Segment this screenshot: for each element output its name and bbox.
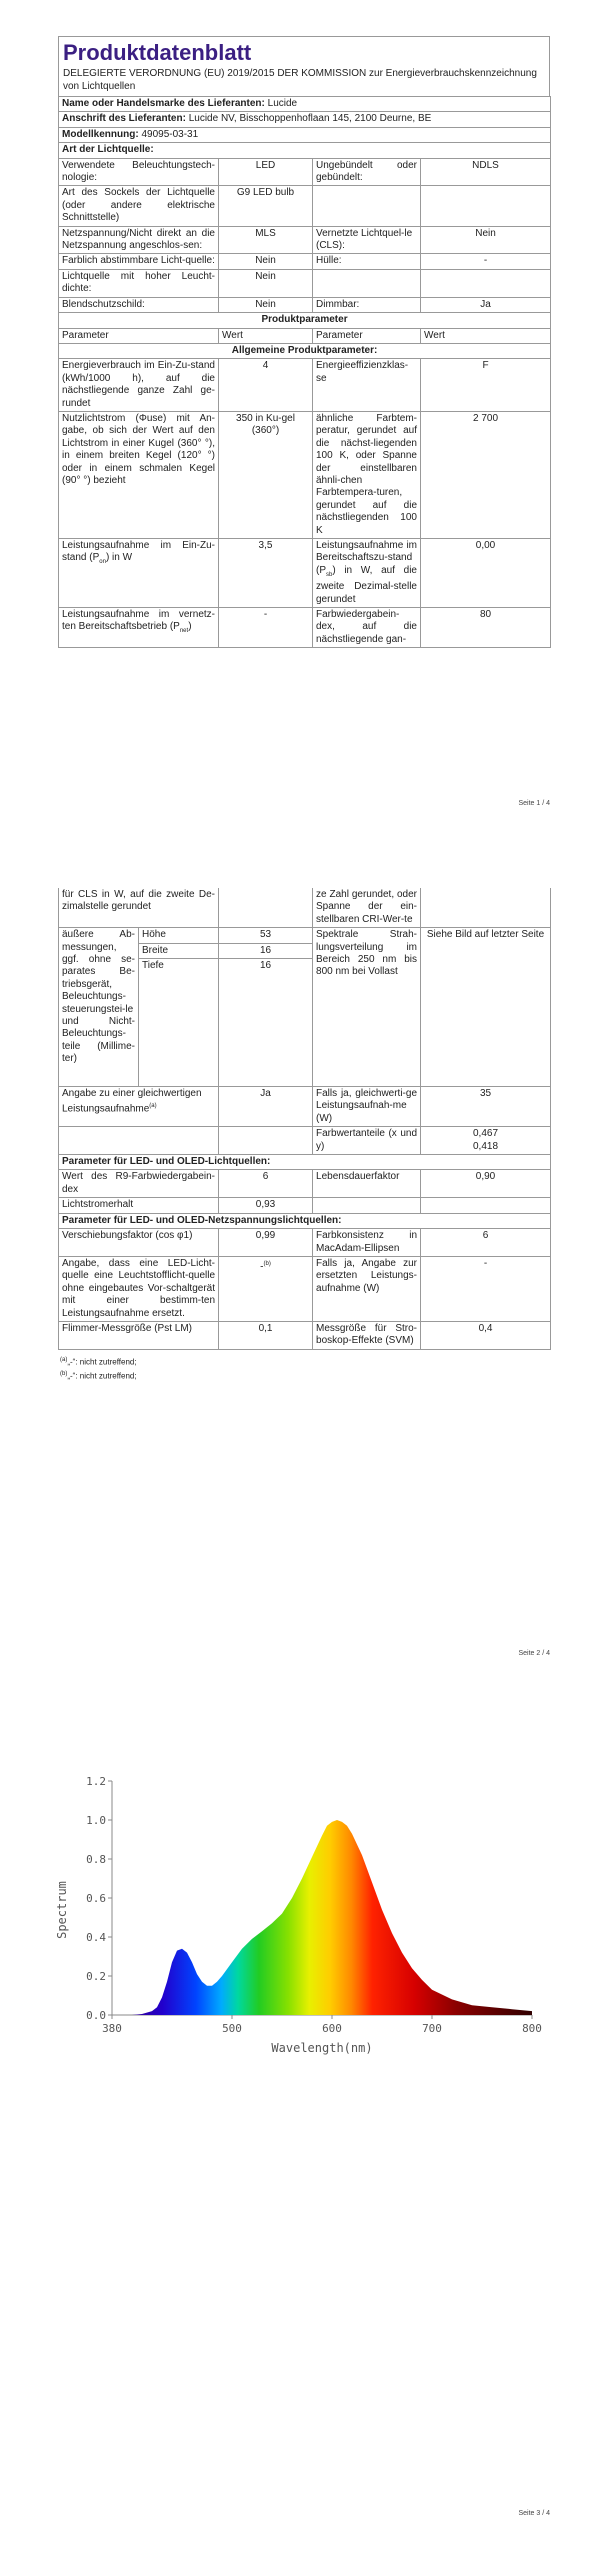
cell-value: 0,90 (421, 1170, 551, 1198)
cell-label: Ungebündelt oder gebündelt: (313, 158, 421, 186)
width-value: 16 (219, 943, 313, 958)
cell-label: Nutzlichtstrom (Φuse) mit An-gabe, ob sich der Wert auf den Lichtstrom in einer Kugel (360° °), in einem breiten Kegel (120° °) oder in einem schmalen Kegel (90° °) bezieht (59, 411, 219, 538)
cell-value: Nein (219, 297, 313, 312)
type-header-row (59, 143, 551, 158)
cell-value: Nein (219, 269, 313, 297)
type-row (59, 269, 551, 297)
label-text: Leistungsaufnahme im Ein-Zu-stand (P (62, 540, 215, 564)
cell-label: ähnliche Farbtem-peratur, gerundet auf die nächst-liegenden 100 K, oder Spanne der einstellbaren ähnli-chen Farbtempera-turen, gerundet auf die nächstliegenden 100 K (313, 411, 421, 538)
footnote-marker: (b) (60, 1371, 68, 1378)
value-text: - (260, 1261, 264, 1273)
cell-label: Energieverbrauch im Ein-Zu-stand (kWh/1000 h), auf die nächstliegende ganze Zahl ge-rundet (59, 359, 219, 412)
depth-label: Tiefe (139, 959, 219, 1087)
height-label: Höhe (139, 928, 219, 943)
cell-value: - (219, 608, 313, 648)
page-3 (0, 1680, 604, 2560)
x-tick-label: 700 (422, 2022, 442, 2035)
cell-label: Farbkonsistenz in MacAdam-Ellipsen (313, 1229, 421, 1257)
cell-value: F (421, 359, 551, 412)
cell-label: Netzspannung/Nicht direkt an die Netzspannung angeschlos-sen: (59, 226, 219, 254)
cell-value: 4 (219, 359, 313, 412)
label-text: Leistungsaufnahme im Bereitschaftszu-stand (P (316, 540, 417, 576)
page-number: Seite 1 / 4 (518, 800, 550, 807)
cell-value (421, 186, 551, 226)
cell-label: für CLS in W, auf die zweite De-zimalstelle gerundet (59, 888, 219, 928)
area-layer (112, 1820, 532, 2015)
x-axis-label: Wavelength(nm) (271, 2041, 373, 2055)
cell-label: Hülle: (313, 254, 421, 269)
spectrum-chart (0, 1760, 604, 2060)
cell-value: - (421, 1256, 551, 1321)
type-row (59, 158, 551, 186)
cell-label (313, 186, 421, 226)
column-header: Wert (219, 328, 313, 343)
y-tick-label: 1.0 (86, 1814, 106, 1827)
model-row (59, 127, 551, 142)
chromaticity-x: 0,467 (473, 1128, 499, 1140)
label-text: ) (188, 621, 192, 633)
y-tick-label: 0.0 (86, 2009, 106, 2022)
cell-label: Energieeffizienzklas-se (313, 359, 421, 412)
param-row (59, 1127, 551, 1155)
page-2 (0, 820, 604, 1680)
cell-value (421, 1198, 551, 1213)
param-row (59, 1229, 551, 1257)
params-section-row (59, 313, 551, 328)
cell-value: 350 in Ku-gel (360°) (219, 411, 313, 538)
datasheet-page-1 (58, 36, 550, 648)
cell-label: Dimmbar: (313, 297, 421, 312)
cell-value: 35 (421, 1087, 551, 1127)
cell-label: Messgröße für Stro-boskop-Effekte (SVM) (313, 1321, 421, 1349)
cell-label (59, 1087, 219, 1127)
cell-value (219, 1256, 313, 1321)
param-row (59, 539, 551, 608)
cell-value: 2 700 (421, 411, 551, 538)
param-row (59, 1170, 551, 1198)
cell-value: Nein (219, 254, 313, 269)
cell-value: Nein (421, 226, 551, 254)
label-text: ) in W (105, 552, 133, 564)
footnote-a (58, 1354, 550, 1369)
cell-label: Blendschutzschild: (59, 297, 219, 312)
page-number: Seite 2 / 4 (518, 1650, 550, 1657)
cell-label (59, 1127, 219, 1155)
column-header: Parameter (59, 328, 219, 343)
cell-label: ze Zahl gerundet, oder Spanne der ein-stellbaren CRI-Wer-te (313, 888, 421, 928)
cell-value: MLS (219, 226, 313, 254)
cell-label: Verwendete Beleuchtungstech-nologie: (59, 158, 219, 186)
x-tick-label: 800 (522, 2022, 542, 2035)
cell-label: Wert des R9-Farbwiedergabein-dex (59, 1170, 219, 1198)
cell-label (313, 269, 421, 297)
cell-value: G9 LED bulb (219, 186, 313, 226)
supplier-name-label: Name oder Handelsmarke des Lieferanten: (62, 98, 265, 109)
spectrum-area (112, 1820, 532, 2015)
model-id: 49095-03-31 (141, 128, 199, 140)
x-tick-label: 600 (322, 2022, 342, 2035)
type-row (59, 297, 551, 312)
general-section-row (59, 343, 551, 358)
cell-value: 80 (421, 608, 551, 648)
column-header: Parameter (313, 328, 421, 343)
type-label: Art der Lichtquelle: (59, 143, 551, 158)
depth-value: 16 (219, 959, 313, 1087)
cell-label: Farbwertanteile (x und y) (313, 1127, 421, 1155)
cell-label (59, 539, 219, 608)
spectrum-value: Siehe Bild auf letzter Seite (421, 928, 551, 1087)
cell-label: Falls ja, Angabe zur ersetzten Leistungs-aufnahme (W) (313, 1256, 421, 1321)
y-tick-label: 0.8 (86, 1853, 106, 1866)
params-header-row (59, 328, 551, 343)
param-row (59, 1198, 551, 1213)
cell-label (313, 539, 421, 608)
section-title: Produktparameter (59, 313, 551, 328)
column-header: Wert (421, 328, 551, 343)
cell-value (421, 1127, 551, 1155)
chromaticity-y: 0,418 (473, 1140, 499, 1152)
cell-label: Farblich abstimmbare Licht-quelle: (59, 254, 219, 269)
dimensions-label: äußere Ab-messungen, ggf. ohne se-parates Be-triebsgerät, Beleuchtungs-steuerungstei-le und Nicht-Beleuchtungs-teile (Millime-ter) (59, 928, 139, 1087)
datasheet-page-2 (58, 888, 550, 1383)
y-tick-label: 1.2 (86, 1775, 106, 1788)
label-text: Angabe zu einer gleichwertigen Leistungsaufnahme (62, 1088, 202, 1115)
page-number: Seite 3 / 4 (518, 2510, 550, 2517)
footnote-ref: (b) (263, 1260, 271, 1267)
mains-section-row (59, 1213, 551, 1228)
cell-label: Lichtstromerhalt (59, 1198, 219, 1213)
x-tick-label: 500 (222, 2022, 242, 2035)
height-value: 53 (219, 928, 313, 943)
cell-value: 3,5 (219, 539, 313, 608)
cell-label: Lichtquelle mit hoher Leucht-dichte: (59, 269, 219, 297)
footnote-text: „-“: nicht zutreffend; (67, 1372, 137, 1382)
cell-value: LED (219, 158, 313, 186)
spectrum-label: Spektrale Strah-lungsverteilung im Bereich 250 nm bis 800 nm bei Vollast (313, 928, 421, 1087)
label-text: ) in W, auf die zweite Dezimal-stelle gerundet (316, 564, 417, 605)
y-tick-label: 0.6 (86, 1892, 106, 1905)
page-1 (0, 0, 604, 820)
width-label: Breite (139, 943, 219, 958)
dimension-row (59, 928, 551, 943)
title-block (58, 36, 550, 96)
param-row (59, 359, 551, 412)
cell-label: Farbwiedergabein-dex, auf die nächstliegende gan- (313, 608, 421, 648)
cell-label: Angabe, dass eine LED-Licht-quelle eine Leuchtstofflicht-quelle ohne eingebautes Vor-schaltgerät mit einer bestimm-ten Leistungsaufnahme ersetzt. (59, 1256, 219, 1321)
footnotes (58, 1354, 550, 1383)
cell-value: Ja (219, 1087, 313, 1127)
supplier-address-label: Anschrift des Lieferanten: (62, 113, 186, 125)
param-row (59, 1321, 551, 1349)
supplier-name-row (59, 97, 551, 112)
type-row (59, 226, 551, 254)
section-title: Allgemeine Produktparameter: (59, 343, 551, 358)
supplier-name: Lucide (267, 98, 298, 109)
cell-value: 0,4 (421, 1321, 551, 1349)
supplier-address: Lucide NV, Bisschoppenhoflaan 145, 2100 Deurne, BE (188, 113, 432, 125)
param-row (59, 1087, 551, 1127)
param-row (59, 1256, 551, 1321)
cell-label (59, 608, 219, 648)
cell-label: Art des Sockels der Lichtquelle (oder andere elektrische Schnittstelle) (59, 186, 219, 226)
param-row (59, 888, 551, 928)
supplier-address-row (59, 112, 551, 127)
params-table-continued (58, 888, 551, 1350)
cell-label (313, 1198, 421, 1213)
cell-value: 0,99 (219, 1229, 313, 1257)
supplier-table (58, 96, 551, 648)
section-title: Parameter für LED- und OLED-Netzspannungslichtquellen: (59, 1213, 551, 1228)
y-tick-label: 0.2 (86, 1970, 106, 1983)
cell-value: - (421, 254, 551, 269)
param-row (59, 608, 551, 648)
param-row (59, 411, 551, 538)
x-tick-label: 380 (102, 2022, 122, 2035)
cell-value: 0,93 (219, 1198, 313, 1213)
cell-label: Falls ja, gleichwerti-ge Leistungsaufnah-me (W) (313, 1087, 421, 1127)
label-subscript: net (179, 628, 189, 635)
label-subscript: on (99, 559, 106, 566)
cell-label: Lebensdauerfaktor (313, 1170, 421, 1198)
cell-value (219, 1127, 313, 1155)
cell-value: 0,1 (219, 1321, 313, 1349)
section-title: Parameter für LED- und OLED-Lichtquellen: (59, 1155, 551, 1170)
cell-value: 6 (219, 1170, 313, 1198)
footnote-marker: (a) (60, 1356, 68, 1363)
cell-value: NDLS (421, 158, 551, 186)
y-tick-label: 0.4 (86, 1931, 106, 1944)
page-title: Produktdatenblatt (63, 40, 252, 65)
cell-value: 6 (421, 1229, 551, 1257)
cell-value: 0,00 (421, 539, 551, 608)
cell-label: Verschiebungsfaktor (cos φ1) (59, 1229, 219, 1257)
cell-value (421, 269, 551, 297)
cell-value: Ja (421, 297, 551, 312)
led-section-row (59, 1155, 551, 1170)
cell-value (219, 888, 313, 928)
label-subscript: sb (326, 571, 333, 578)
y-axis-label: Spectrum (55, 1881, 69, 1939)
cell-value (421, 888, 551, 928)
type-row (59, 254, 551, 269)
label-text: Leistungsaufnahme im vernetz-ten Bereitschaftsbetrieb (P (62, 609, 215, 633)
regulation-subtitle: DELEGIERTE VERORDNUNG (EU) 2019/2015 DER KOMMISSION zur Energieverbrauchskennzeichnung von Lichtquellen (63, 68, 537, 92)
cell-label: Flimmer-Messgröße (Pst LM) (59, 1321, 219, 1349)
cell-label: Vernetzte Lichtquel-le (CLS): (313, 226, 421, 254)
type-row (59, 186, 551, 226)
footnote-ref: (a) (149, 1103, 157, 1110)
footnote-text: „-“: nicht zutreffend; (67, 1357, 137, 1367)
footnote-b (58, 1368, 550, 1383)
model-label: Modellkennung: (62, 128, 139, 140)
